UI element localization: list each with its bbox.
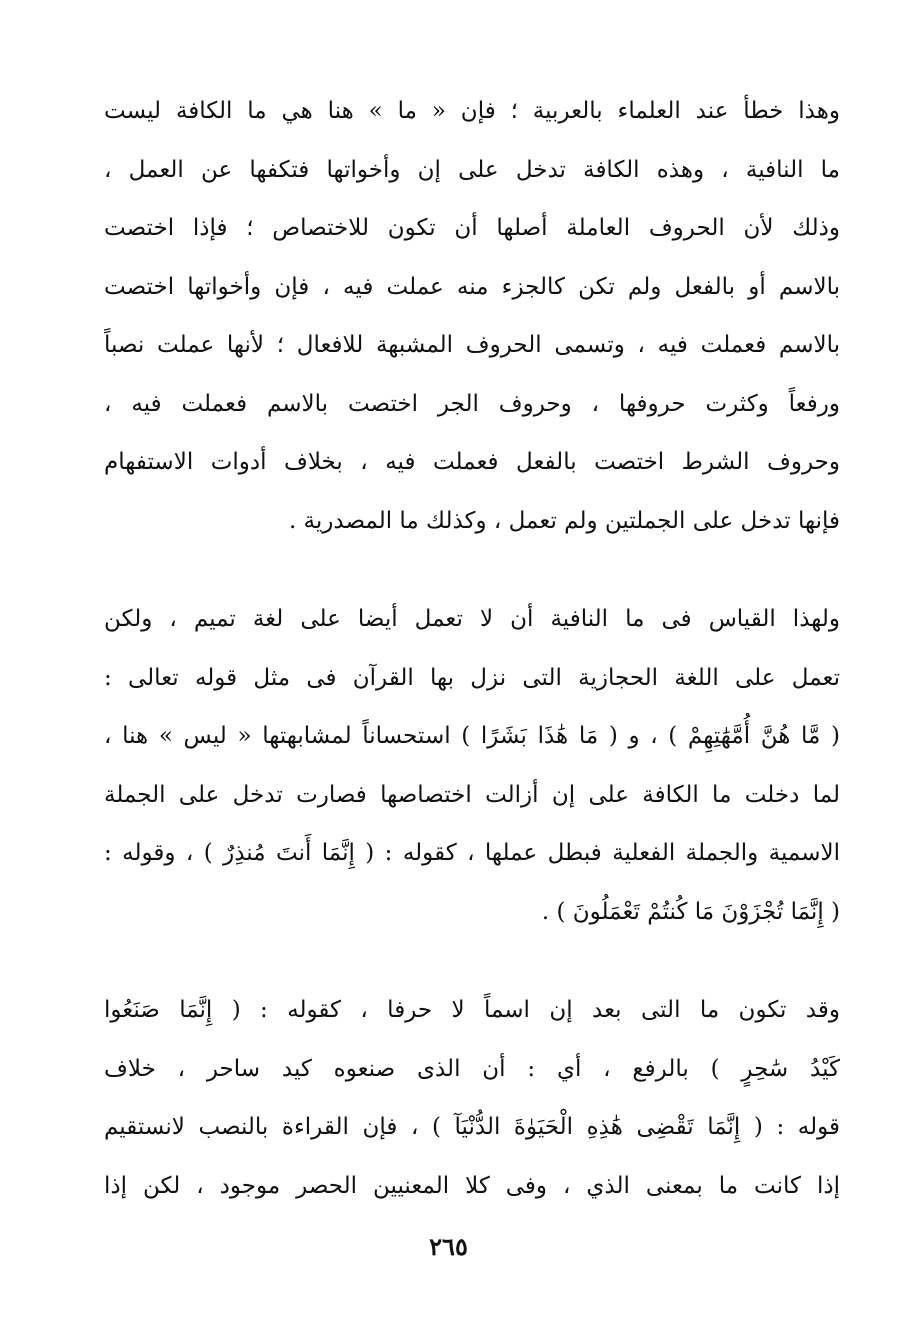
text-line: ما النافية ، وهذه الكافة تدخل على إن وأخواتها فتكفها عن العمل ، <box>104 156 840 183</box>
text-line: وقد تكون ما التى بعد إن اسماً لا حرفا ، كقوله : ( إِنَّمَا صَنَعُوا <box>104 997 840 1023</box>
text-line: ( مَّا هُنَّ أُمَّهَٰتِهِمْ ) ، و ( مَا هَٰذَا بَشَرًا ) استحساناً لمشابهتها « ليس » هنا ، <box>104 723 840 749</box>
text-line: بالاسم أو بالفعل ولم تكن كالجزء منه عملت فيه ، فإن وأخواتها اختصت <box>104 273 840 300</box>
text-line: وحروف الشرط اختصت بالفعل فعملت فيه ، بخلاف أدوات الاستفهام <box>104 449 840 475</box>
paragraph-3 <box>104 981 840 1215</box>
text-line: لما دخلت ما الكافة على إن أزالت اختصاصها فصارت تدخل على الجملة <box>104 781 840 808</box>
text-line: ( إِنَّمَا تُجْزَوْنَ مَا كُنتُمْ تَعْمَلُونَ ) . <box>541 898 840 925</box>
text-line: قوله : ( إِنَّمَا تَقْضِى هَٰذِهِ الْحَيَوٰةَ الدُّنْيَآ ) ، فإن القراءة بالنصب لانستقيم <box>104 1114 840 1140</box>
paragraph-2 <box>104 590 840 941</box>
page-text <box>104 82 840 1215</box>
text-line: ورفعاً وكثرت حروفها ، وحروف الجر اختصت بالاسم فعملت فيه ، <box>104 390 840 417</box>
text-line: الاسمية والجملة الفعلية فبطل عملها ، كقوله : ( إِنَّمَا أَنتَ مُنذِرٌ ) ، وقوله : <box>104 840 840 866</box>
text-line: إذا كانت ما بمعنى الذي ، وفى كلا المعنيين الحصر موجود ، لكن إذا <box>104 1172 840 1199</box>
text-line: بالاسم فعملت فيه ، وتسمى الحروف المشبهة للافعال ؛ لأنها عملت نصباً <box>104 332 840 358</box>
page-number: ٢٦٥ <box>429 1232 468 1261</box>
text-line: تعمل على اللغة الحجازية التى نزل بها القرآن فى مثل قوله تعالى : <box>104 664 840 691</box>
text-line: كَيْدُ سَٰحِرٍ ) بالرفع ، أي : أن الذى صنعوه كيد ساحر ، خلاف <box>104 1055 840 1082</box>
paragraph-spacer <box>104 941 840 981</box>
text-line: وهذا خطأ عند العلماء بالعربية ؛ فإن « ما » هنا هي ما الكافة ليست <box>104 98 840 124</box>
text-line: وذلك لأن الحروف العاملة أصلها أن تكون للاختصاص ؛ فإذا اختصت <box>104 215 840 241</box>
paragraph-1 <box>104 82 840 550</box>
text-line: فإنها تدخل على الجملتين ولم تعمل ، وكذلك ما المصدرية . <box>288 507 840 534</box>
paragraph-spacer <box>104 550 840 590</box>
text-line: ولهذا القياس فى ما النافية أن لا تعمل أيضا على لغة تميم ، ولكن <box>104 606 840 632</box>
